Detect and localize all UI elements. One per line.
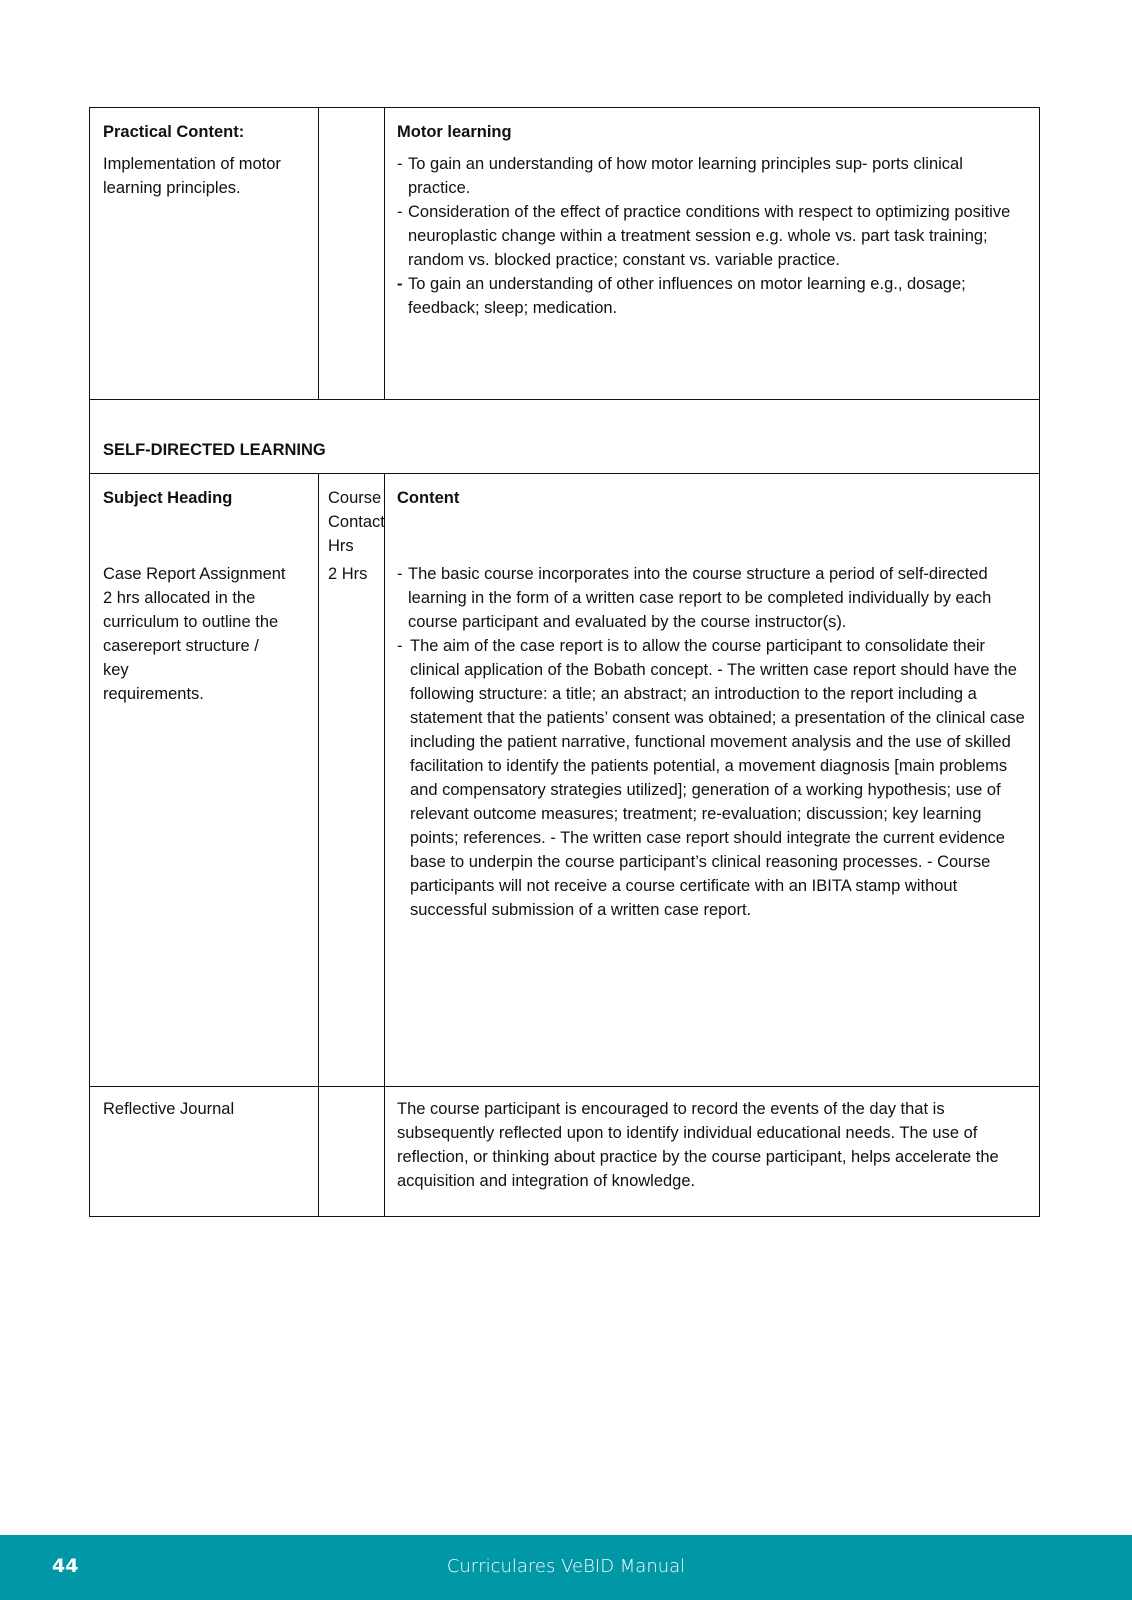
case-report-subject-cell [90, 562, 319, 1087]
case-report-content-cell [385, 562, 1040, 1087]
bullet-item: - To gain an understanding of other influences on motor learning e.g., dosage; feedback; sleep; medication. [397, 272, 1026, 320]
case-report-note-line: key [103, 661, 129, 679]
hours-header [319, 474, 385, 563]
practical-heading: Practical Content: [103, 123, 245, 141]
journal-subject-cell [90, 1087, 319, 1217]
journal-content: The course participant is encouraged to record the events of the day that is subsequently reflected upon to identify individual educational needs. The use of reflection, or thinking about practice by the course participant, helps accelerate the acquisition and integration of knowledge. [397, 1100, 999, 1190]
curriculum-table [89, 107, 1040, 1217]
bullet-item: - To gain an understanding of how motor learning principles sup- ports clinical practice. [397, 152, 1026, 200]
page-footer [0, 1535, 1132, 1600]
case-report-bullets [397, 562, 1026, 922]
column-header-row [90, 474, 1040, 563]
journal-hours-cell [319, 1087, 385, 1217]
journal-content-cell [385, 1087, 1040, 1217]
case-report-row [90, 562, 1040, 1087]
section-heading-cell [90, 400, 1040, 474]
page-number: 44 [52, 1555, 79, 1577]
practical-hours-cell [319, 108, 385, 400]
bullet-item: - The aim of the case report is to allow the course participant to consolidate their clinical application of the Bobath concept. - The written case report should have the following structure: a title; an abstract; an introduction to the report including a statement that the patients’ consent was obtained; a presentation of the clinical case including the patient narrative, functional movement analysis and the use of skilled facilitation to identify the patients potential, a movement diagnosis [main problems and compensatory strategies utilized]; generation of a working hypothesis; use of relevant outcome measures; treatment; re-evaluation; discussion; key learning points; references. - The written case report should integrate the current evidence base to underpin the course participant’s clinical reasoning processes. - Course participants will not receive a course certificate with an IBITA stamp without successful submission of a written case report. [397, 634, 1026, 922]
motor-learning-bullets [397, 152, 1026, 320]
content-header [385, 474, 1040, 563]
case-report-title: Case Report Assignment [103, 565, 286, 583]
header-content-label: Content [397, 489, 460, 507]
section-heading-row [90, 400, 1040, 474]
practical-subject-cell [90, 108, 319, 400]
case-report-note [103, 586, 305, 706]
case-report-note-line: casereport structure / [103, 637, 259, 655]
header-hours-label: Course Contact Hrs [328, 489, 385, 555]
practical-description: Implementation of motor learning principles. [103, 155, 281, 197]
practical-content-cell [385, 108, 1040, 400]
motor-learning-title: Motor learning [397, 123, 512, 141]
case-report-note-line: curriculum to outline the [103, 613, 279, 631]
subject-heading-header [90, 474, 319, 563]
bullet-item: - Consideration of the effect of practice conditions with respect to optimizing positive neuroplastic change within a treatment session e.g. whole vs. part task training; random vs. blocked practice; constant vs. variable practice. [397, 200, 1026, 272]
footer-title: Curriculares VeBID Manual [446, 1556, 686, 1577]
case-report-note-line: 2 hrs allocated in the [103, 589, 256, 607]
reflective-journal-row [90, 1087, 1040, 1217]
case-report-hours: 2 Hrs [319, 562, 385, 1087]
journal-title: Reflective Journal [103, 1100, 235, 1118]
case-report-note-line: requirements. [103, 685, 204, 703]
bullet-item: - The basic course incorporates into the course structure a period of self-directed learning in the form of a written case report to be completed individually by each course participant and evaluated by the course instructor(s). [397, 562, 1026, 634]
header-subject-label: Subject Heading [103, 489, 233, 507]
section-title: SELF-DIRECTED LEARNING [103, 441, 326, 459]
practical-content-row [90, 108, 1040, 400]
